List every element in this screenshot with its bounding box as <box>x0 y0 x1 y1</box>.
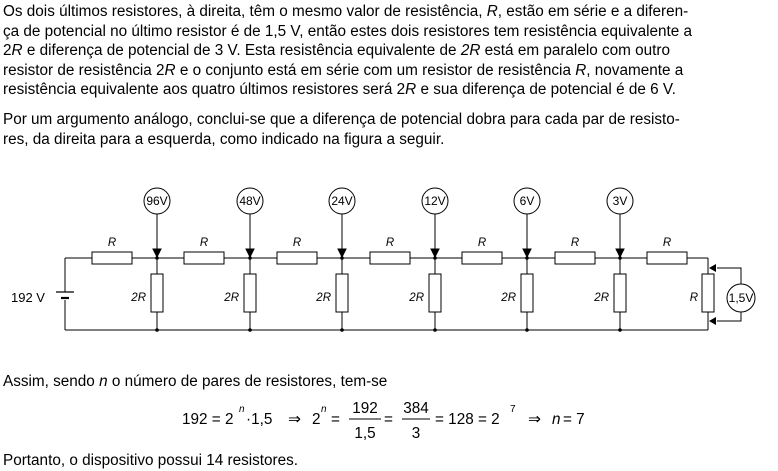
paragraph-1 <box>3 2 777 100</box>
p3-var: n <box>99 373 108 390</box>
p2-line-2: res, da direita para a esquerda, como indicado na figura a seguir. <box>3 130 445 148</box>
eq-n-val: = 7 <box>563 411 585 428</box>
eq-implies-2: ⇒ <box>528 411 541 428</box>
eq-exp-n: n <box>239 404 245 415</box>
p1-var: R <box>575 61 587 79</box>
meter-label-last: 1,5V <box>728 291 754 305</box>
p1-text: Os dois últimos resistores, à direita, têm o mesmo valor de resistência, <box>3 3 487 20</box>
p1-text: , novamente a <box>586 61 684 79</box>
p1-text: e o conjunto está em série com um resistor de resistência <box>175 61 576 79</box>
p1-var: R <box>11 42 23 60</box>
p3-text: o número de pares de resistores, tem-se <box>107 373 388 390</box>
series-label-6: R <box>570 237 580 249</box>
series-label-2: R <box>199 237 209 249</box>
paragraph-4: Portanto, o dispositivo possui 14 resistores. <box>3 452 299 469</box>
eq-mid: ·1,5 <box>246 411 273 428</box>
shunt-label-6: 2R <box>594 292 609 304</box>
series-label-1: R <box>107 237 117 249</box>
shunt-label-4: 2R <box>409 292 424 304</box>
p3-text: Assim, sendo <box>3 373 100 390</box>
series-label-4: R <box>385 237 395 249</box>
p1-var: R <box>405 81 417 99</box>
voltmeter-probes <box>153 214 624 257</box>
eq-equals-2: = <box>384 411 393 428</box>
eq-exp-n-2: n <box>321 404 327 415</box>
meter-label-96v: 96V <box>146 194 168 208</box>
p1-text: e sua diferença de potencial é de 6 V. <box>416 81 676 99</box>
voltmeters <box>144 188 633 214</box>
frac1-denominator: 1,5 <box>354 425 376 442</box>
p1-var: R <box>469 42 481 60</box>
shunt-label-2: 2R <box>224 292 239 304</box>
p1-text: resistência equivalente aos quatro últimos resistores será 2 <box>3 81 406 99</box>
eq-equals-1: = <box>331 411 340 428</box>
eq-implies-1: ⇒ <box>288 411 301 428</box>
p1-line-5 <box>3 80 777 100</box>
frac1-numerator: 192 <box>352 400 378 417</box>
p1-var: R <box>486 3 498 20</box>
meter-label-24v: 24V <box>331 194 353 208</box>
p1-line-1 <box>3 2 777 22</box>
series-label-5: R <box>477 237 487 249</box>
meter-label-48v: 48V <box>239 194 261 208</box>
p1-var: 2 <box>460 42 470 60</box>
p1-line-4 <box>3 61 777 81</box>
p1-text: ça de potencial no último resistor é de 1,5 V, então estes dois resistores tem resistência equivalente a <box>3 22 693 40</box>
meter-label-3v: 3V <box>612 194 628 208</box>
shunt-label-5: 2R <box>501 292 516 304</box>
p2-line-1: Por um argumento análogo, conclui-se que a diferença de potencial dobra para cada par de resisto- <box>3 111 680 128</box>
paragraph-3 <box>3 372 777 392</box>
p1-line-2 <box>3 22 777 42</box>
p1-text: 2 <box>3 42 12 60</box>
eq-n-var: n <box>552 411 561 428</box>
meter-label-6v: 6V <box>519 194 535 208</box>
eq-lhs: 192 = 2 <box>182 411 234 428</box>
p1-text: e diferença de potencial de 3 V. Esta resistência equivalente de <box>22 42 461 60</box>
last-resistor-label: R <box>689 292 698 304</box>
series-label-7: R <box>662 237 672 249</box>
eq-two: 2 <box>312 411 321 428</box>
series-label-3: R <box>292 237 302 249</box>
eq-128: = 128 = 2 <box>435 411 500 428</box>
p1-text: está em paralelo com outro <box>480 42 671 60</box>
p1-line-3 <box>3 41 777 61</box>
frac2-denominator: 3 <box>411 425 421 442</box>
eq-exp-7: 7 <box>510 404 516 415</box>
source-voltage-label: 192 V <box>11 290 45 305</box>
frac2-numerator: 384 <box>403 400 429 417</box>
p1-var: R <box>164 61 176 79</box>
shunt-label-3: 2R <box>316 292 331 304</box>
circuit-diagram <box>0 182 778 342</box>
meter-label-12v: 12V <box>424 194 446 208</box>
p1-text: , estão em série e a diferen- <box>497 3 689 20</box>
p1-text: resistor de resistência 2 <box>3 61 165 79</box>
shunt-label-1: 2R <box>131 292 146 304</box>
paragraph-2 <box>3 110 777 149</box>
